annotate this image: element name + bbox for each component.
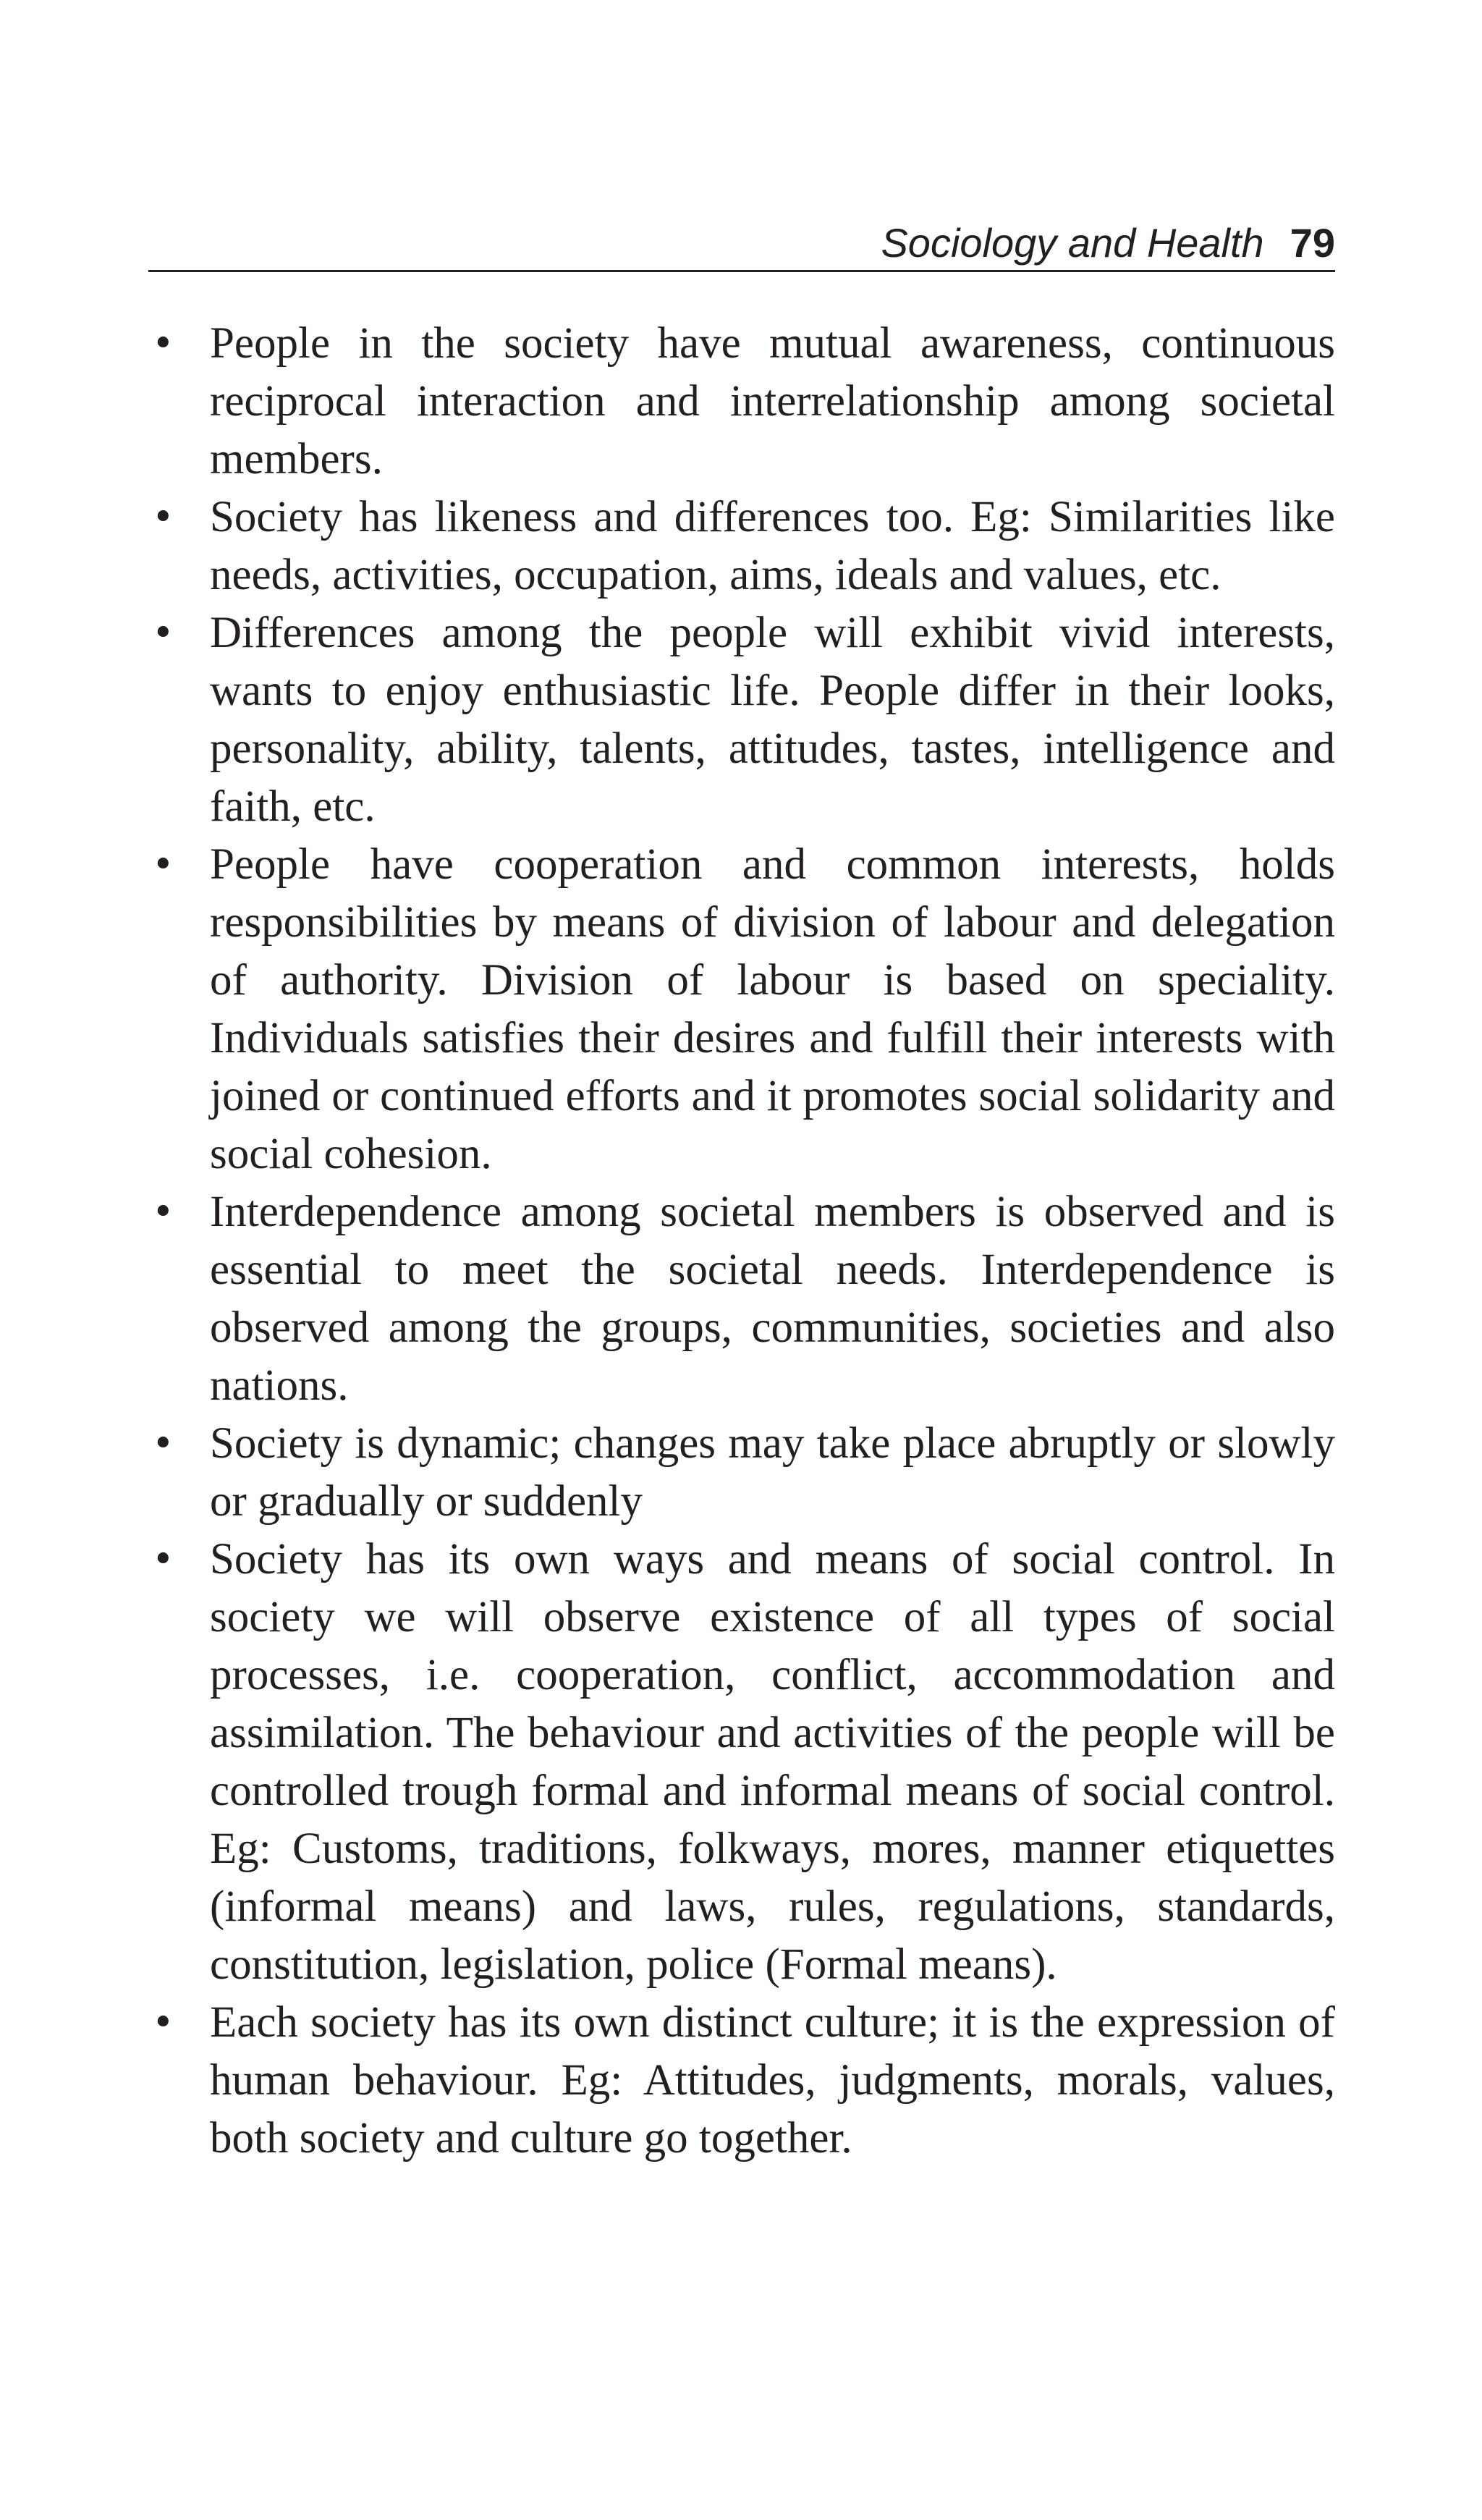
- bullet-text: Each society has its own distinct culture; it is the expression of human behaviour. Eg: Attitudes, judgments, morals, values, both society and culture go together.: [210, 1998, 1335, 2162]
- bullet-text: People have cooperation and common interests, holds responsibilities by means of division of labour and delegation of authority. Division of labour is based on speciality. Individuals satisfies their desires and fulfill their interests with joined or continued efforts and it promotes social solidarity and social cohesion.: [210, 840, 1335, 1178]
- bullet-icon: •: [152, 2001, 174, 2045]
- bullet-icon: •: [152, 843, 174, 887]
- bullet-text: Interdependence among societal members is observed and is essential to meet the societal needs. Interdependence is observed among the groups, communities, societies and also nations.: [210, 1188, 1335, 1410]
- running-title: Sociology and Health: [881, 220, 1264, 266]
- bullet-icon: •: [152, 612, 174, 655]
- bullet-list: [148, 315, 1335, 2168]
- bullet-item-cooperation: [148, 836, 1335, 1183]
- bullet-icon: •: [152, 1191, 174, 1234]
- bullet-icon: •: [152, 322, 174, 365]
- bullet-icon: •: [152, 1422, 174, 1466]
- bullet-item-culture: [148, 1994, 1335, 2168]
- bullet-item-likeness-differences: [148, 489, 1335, 604]
- bullet-text: Society has its own ways and means of social control. In society we will observe existence of all types of social processes, i.e. cooperation, conflict, accommodation and assimilation. The behaviour and activities of the people will be controlled trough formal and informal means of social control. Eg: Customs, traditions, folkways, mores, manner etiquettes (informal means) and laws, rules, regulations, standards, constitution, legislation, police (Formal means).: [210, 1535, 1335, 1989]
- running-header: [148, 214, 1335, 272]
- bullet-text: Society has likeness and differences too. Eg: Similarities like needs, activities, occupation, aims, ideals and values, etc.: [210, 493, 1335, 599]
- bullet-icon: •: [152, 496, 174, 539]
- bullet-item-interdependence: [148, 1183, 1335, 1415]
- page-number: 79: [1290, 220, 1335, 266]
- bullet-item-mutual-awareness: [148, 315, 1335, 489]
- bullet-item-differences: [148, 604, 1335, 836]
- bullet-text: Society is dynamic; changes may take place abruptly or slowly or gradually or suddenly: [210, 1419, 1335, 1526]
- bullet-text: Differences among the people will exhibit vivid interests, wants to enjoy enthusiastic life. People differ in their looks, personality, ability, talents, attitudes, tastes, intelligence and faith, etc.: [210, 609, 1335, 831]
- bullet-item-dynamic: [148, 1415, 1335, 1531]
- bullet-item-social-control: [148, 1531, 1335, 1994]
- bullet-text: People in the society have mutual awareness, continuous reciprocal interaction and interrelationship among societal members.: [210, 319, 1335, 483]
- bullet-icon: •: [152, 1538, 174, 1581]
